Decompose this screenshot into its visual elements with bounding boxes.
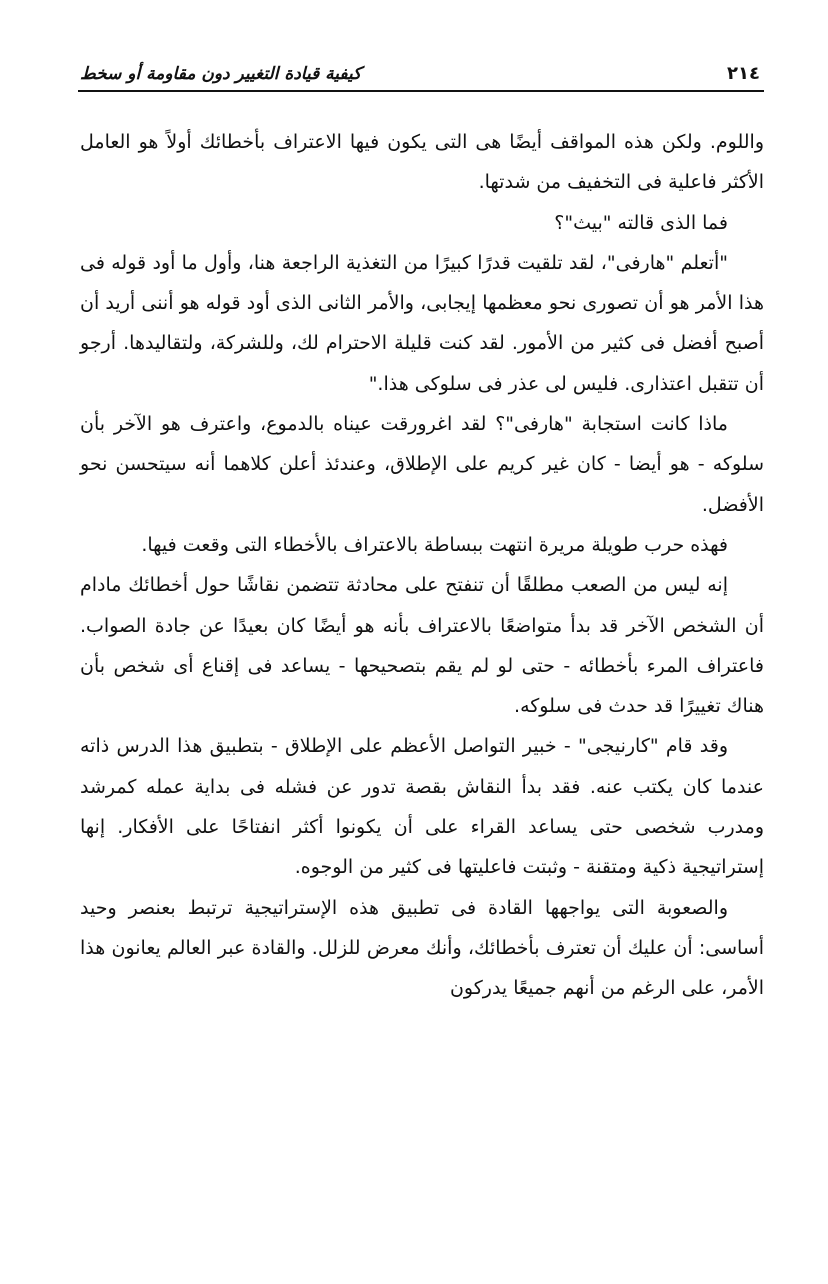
header-rule — [78, 90, 764, 92]
paragraph: والصعوبة التى يواجهها القادة فى تطبيق هذه الإستراتيجية ترتبط بعنصر وحيد أساسى: أن عليك أن تعترف بأخطائك، وأنك معرض للزلل. والقادة عبر العالم يعانون هذا الأمر، على الرغم من أنهم جميعًا يدركون — [80, 896, 764, 1000]
paragraph: واللوم. ولكن هذه المواقف أيضًا هى التى يكون فيها الاعتراف بأخطائك أولاً هو العامل الأكثر فاعلية فى التخفيف من شدتها. — [80, 131, 764, 194]
paragraph: وقد قام "كارنيجى" - خبير التواصل الأعظم على الإطلاق - بتطبيق هذا الدرس ذاته عندما كان يكتب عنه. فقد بدأ النقاش بقصة تدور عن فشله فى بداية عمله كمرشد ومدرب شخصى حتى يساعد القراء على أن يكونوا أكثر انفتاحًا على الأفكار. إنها إستراتيجية ذكية ومتقنة - وثبتت فاعليتها فى كثير من الوجوه. — [80, 735, 764, 879]
paragraph: "أتعلم "هارفى"، لقد تلقيت قدرًا كبيرًا من التغذية الراجعة هنا، وأول ما أود قوله فى هذا الأمر هو أن تصورى نحو معظمها إيجابى، والأمر الثانى الذى أود قوله هو أننى أريد أن أصبح أفضل فى كثير من الأمور. لقد كنت قليلة الاحترام لك، وللشركة، ولتقاليدها. أرجو أن تتقبل اعتذارى. فليس لى عذر فى سلوكى هذا." — [80, 251, 764, 395]
running-title: كيفية قيادة التغيير دون مقاومة أو سخط — [80, 64, 362, 84]
page-number: ٢١٤ — [727, 63, 760, 84]
paragraph: فما الذى قالته "بيث"؟ — [554, 211, 728, 234]
running-header — [80, 58, 760, 84]
body-text — [80, 122, 764, 1009]
paragraph: فهذه حرب طويلة مريرة انتهت ببساطة بالاعتراف بالأخطاء التى وقعت فيها. — [141, 533, 728, 556]
paragraph: ماذا كانت استجابة "هارفى"؟ لقد اغرورقت عيناه بالدموع، واعترف هو الآخر بأن سلوكه - هو أيضا - كان غير كريم على الإطلاق، وعندئذ أعلن كلاهما أنه سيتحسن نحو الأفضل. — [80, 413, 764, 516]
paragraph: إنه ليس من الصعب مطلقًا أن تنفتح على محادثة تتضمن نقاشًا حول أخطائك مادام أن الشخص الآخر قد بدأ متواضعًا بالاعتراف بأنه هو أيضًا كان بعيدًا عن جادة الصواب. فاعتراف المرء بأخطائه - حتى لو لم يقم بتصحيحها - يساعد فى إقناع أى شخص بأن هناك تغييرًا قد حدث فى سلوكه. — [80, 574, 764, 718]
